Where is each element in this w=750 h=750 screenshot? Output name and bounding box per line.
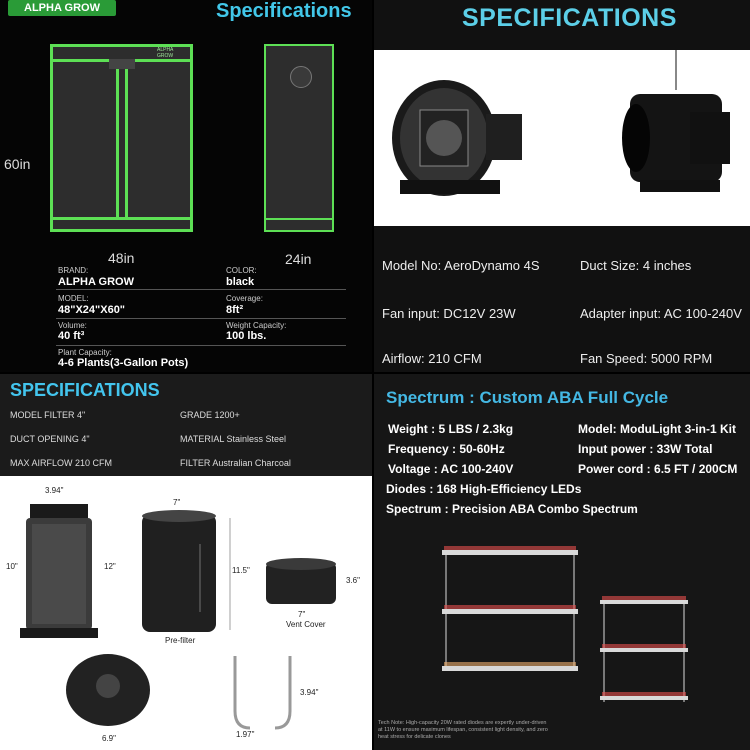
fan-photo (374, 50, 750, 226)
model-value: 48"X24"X60" (58, 304, 126, 316)
filter-parts-illustration (0, 476, 372, 750)
light-spec-panel (374, 374, 750, 750)
fan-speed: Fan Speed: 5000 RPM (580, 351, 713, 366)
vent-cover-height: 3.6" (346, 576, 360, 585)
vent-cover-label: Vent Cover (286, 620, 326, 629)
plant-capacity-label: Plant Capacity: (58, 348, 112, 357)
filter-type: FILTER Australian Charcoal (180, 458, 291, 468)
light-model: Model: ModuLight 3-in-1 Kit (578, 422, 736, 436)
volume-label: Volume: (58, 321, 87, 330)
fan-adapter-input: Adapter input: AC 100-240V (580, 306, 742, 321)
filter-grade: GRADE 1200+ (180, 410, 240, 420)
weight-capacity-value: 100 lbs. (226, 330, 267, 342)
vent-icon (290, 66, 312, 88)
light-spec-title: Spectrum : Custom ABA Full Cycle (386, 388, 669, 407)
light-input-power: Input power : 33W Total (578, 442, 713, 456)
filter-spec-header (0, 374, 372, 476)
fan-model: Model No: AeroDynamo 4S (382, 258, 540, 273)
brand-value: ALPHA GROW (58, 276, 134, 288)
tent-height: 60in (4, 156, 31, 172)
fan-input: Fan input: DC12V 23W (382, 306, 516, 321)
light-frequency: Frequency : 50-60Hz (388, 442, 505, 456)
vent-cover-width: 7" (298, 610, 306, 619)
tent-width: 48in (108, 250, 135, 266)
alpha-grow-logo: ALPHA GROW (8, 0, 116, 16)
color-label: COLOR: (226, 266, 257, 275)
fan-airflow: Airflow: 210 CFM (382, 351, 482, 366)
filter-material: MATERIAL Stainless Steel (180, 434, 287, 444)
fan-duct-size: Duct Size: 4 inches (580, 258, 692, 273)
filter-left-size: 10" (6, 562, 18, 571)
filter-diagram (0, 476, 372, 750)
filter-right-size: 12" (104, 562, 116, 571)
brand-label: BRAND: (58, 266, 89, 275)
light-power-cord: Power cord : 6.5 FT / 200CM (578, 462, 738, 476)
flange-width: 6.9" (102, 734, 116, 743)
light-spectrum: Spectrum : Precision ABA Combo Spectrum (386, 502, 638, 516)
tent-depth: 24in (285, 251, 312, 267)
tech-note: Tech Note: High-capacity 20W rated diodes are expertly under-driven at 11W to ensure maximum lifespan, consistent light density, and zero heat stress for delicate clones (378, 720, 548, 740)
led-bars-illustration (374, 534, 750, 710)
tent-spec-panel (0, 0, 372, 372)
model-label: MODEL: (58, 294, 89, 303)
filter-max-airflow: MAX AIRFLOW 210 CFM (10, 458, 113, 468)
filter-spec-panel (0, 374, 372, 750)
prefilter-top-size: 7" (173, 498, 181, 507)
light-voltage: Voltage : AC 100-240V (388, 462, 514, 476)
light-weight: Weight : 5 LBS / 2.3kg (388, 422, 514, 436)
prefilter-label: Pre-filter (165, 636, 196, 645)
fan-spec-title: SPECIFICATIONS (462, 4, 677, 32)
color-value: black (226, 276, 255, 288)
volume-value: 40 ft³ (58, 330, 85, 342)
prefilter-height: 11.5" (232, 566, 250, 575)
tent-spec-title: Specifications (216, 0, 352, 22)
plant-capacity-value: 4-6 Plants(3-Gallon Pots) (58, 357, 189, 369)
hook-height: 3.94" (300, 688, 319, 697)
filter-spec-title: SPECIFICATIONS (10, 380, 160, 400)
tent-badge: ALPHA GROW (157, 47, 174, 59)
light-diodes: Diodes : 168 High-Efficiency LEDs (386, 482, 582, 496)
hook-width: 1.97" (236, 730, 255, 739)
filter-duct-opening: DUCT OPENING 4" (10, 434, 90, 444)
coverage-label: Coverage: (226, 294, 263, 303)
fan-spec-panel (374, 0, 750, 372)
filter-top-size: 3.94" (45, 486, 64, 495)
weight-capacity-label: Weight Capacity: (226, 321, 287, 330)
inline-fan-icon (374, 50, 750, 226)
coverage-value: 8ft² (226, 304, 244, 316)
tent-side-view (264, 44, 334, 232)
tent-front-view (50, 44, 193, 232)
filter-model: MODEL FILTER 4" (10, 410, 86, 420)
